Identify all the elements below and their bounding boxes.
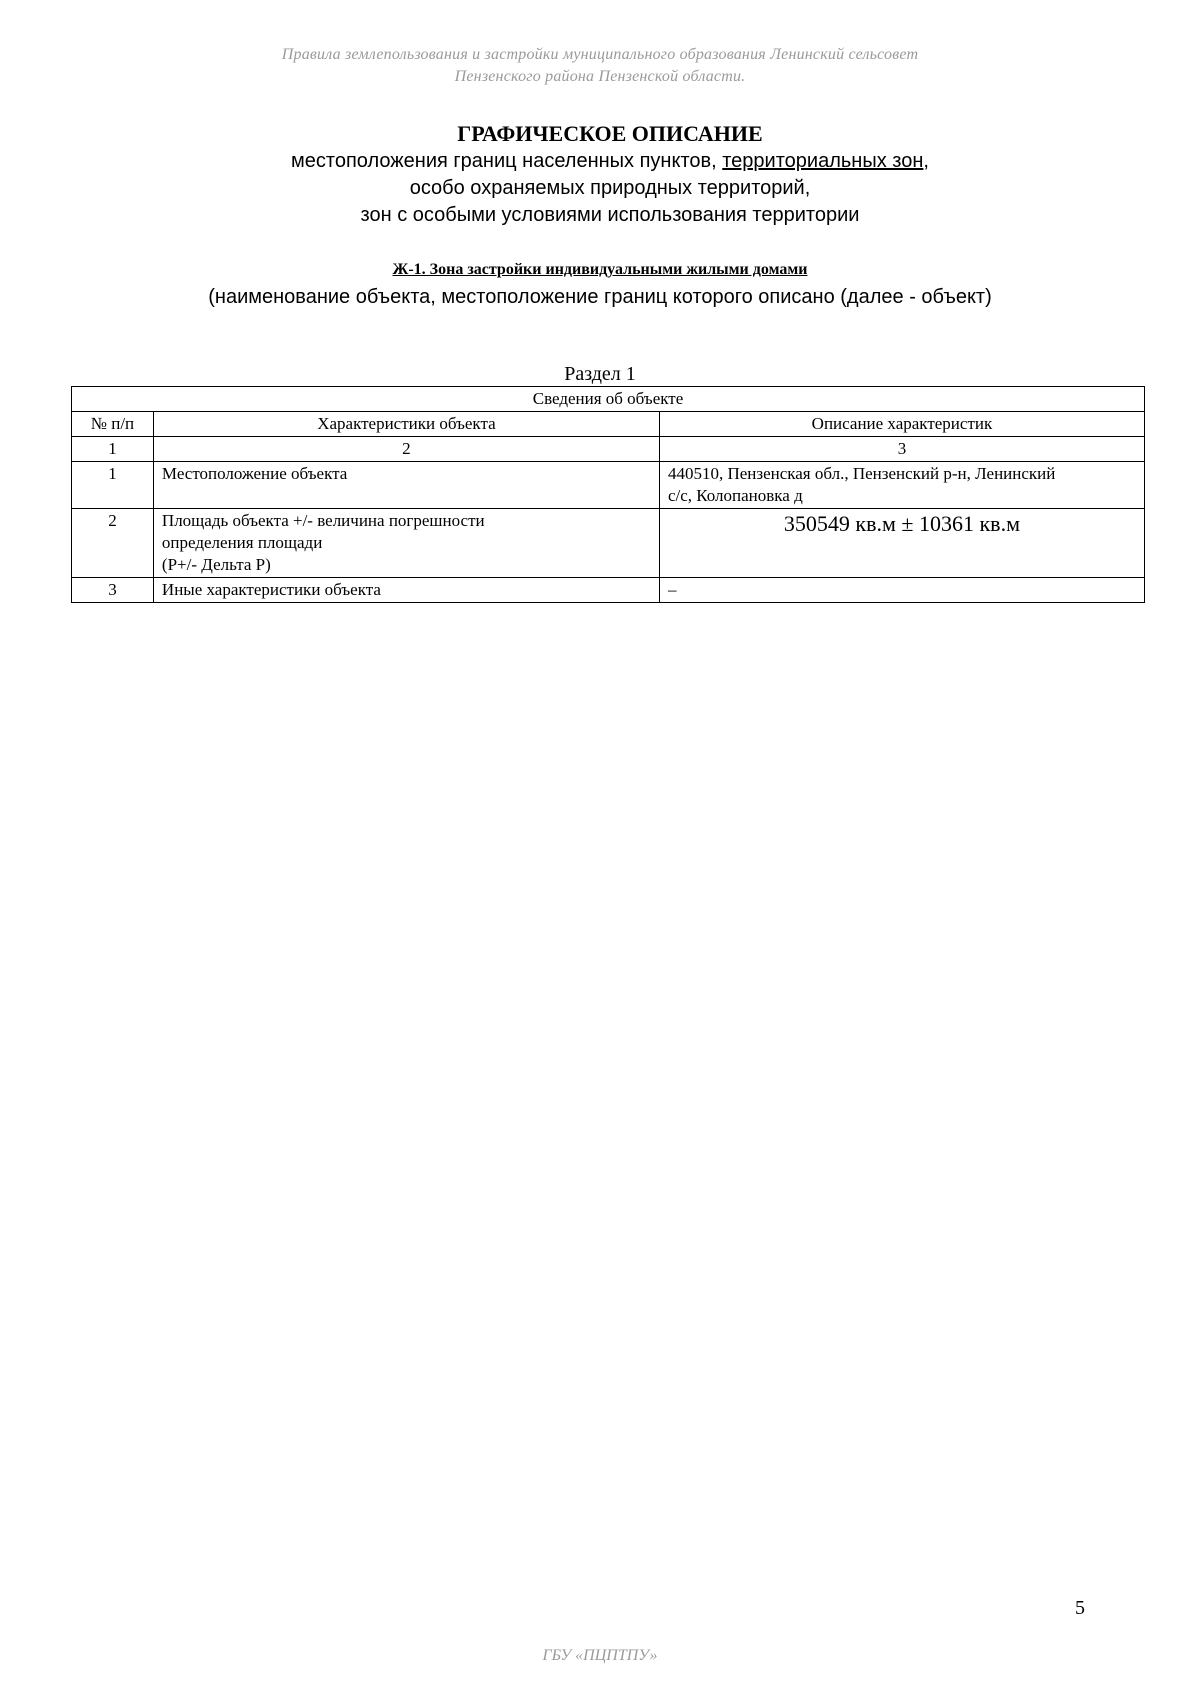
row-number: 3 <box>72 578 154 603</box>
column-number-2: 2 <box>153 437 659 462</box>
row-characteristic-line-3: (P+/- Дельта P) <box>161 555 271 574</box>
subtitle-line-1-start: местоположения границ населенных пунктов, <box>291 150 723 172</box>
row-description-line-2: с/с, Колопановка д <box>667 486 803 505</box>
row-characteristic-line-2: определения площади <box>161 533 323 552</box>
running-header-line-1: Правила землепользования и застройки муниципального образования Ленинский сельсовет <box>281 46 919 63</box>
table-row <box>72 462 1145 509</box>
row-description <box>659 509 1144 578</box>
document-title-block <box>140 120 1080 229</box>
section-label: Раздел 1 <box>564 363 636 385</box>
running-header <box>0 44 1200 88</box>
header-description: Описание характеристик <box>659 412 1144 437</box>
column-number-3: 3 <box>659 437 1144 462</box>
row-characteristic <box>153 509 659 578</box>
table-caption: Сведения об объекте <box>72 387 1145 412</box>
table-column-numbers-row <box>72 437 1145 462</box>
subtitle-line-1-end: , <box>923 150 929 172</box>
object-caption: (наименование объекта, местоположение границ которого описано (далее - объект) <box>208 286 992 308</box>
table-caption-row <box>72 387 1145 412</box>
row-number: 1 <box>72 462 154 509</box>
table-header-row <box>72 412 1145 437</box>
running-footer: ГБУ «ПЦПТПУ» <box>542 1647 658 1664</box>
object-name: Ж-1. Зона застройки индивидуальными жилыми домами <box>392 261 808 278</box>
row-number: 2 <box>72 509 154 578</box>
document-title: ГРАФИЧЕСКОЕ ОПИСАНИЕ <box>457 121 763 146</box>
row-characteristic: Местоположение объекта <box>153 462 659 509</box>
row-characteristic: Иные характеристики объекта <box>153 578 659 603</box>
column-number-1: 1 <box>72 437 154 462</box>
row-description: – <box>659 578 1144 603</box>
document-subtitle-line-1 <box>140 148 1080 175</box>
running-header-line-2: Пензенского района Пензенской области. <box>454 68 746 85</box>
subtitle-underlined-term: территориальных зон <box>722 150 924 172</box>
area-value: 350549 кв.м ± 10361 кв.м <box>783 511 1020 536</box>
row-description-line-1: 440510, Пензенская обл., Пензенский р-н, Ленинский <box>667 464 1056 483</box>
row-characteristic-line-1: Площадь объекта +/- величина погрешности <box>161 511 485 530</box>
table-row <box>72 509 1145 578</box>
header-characteristics: Характеристики объекта <box>153 412 659 437</box>
object-info-table <box>71 386 1145 603</box>
table-row <box>72 578 1145 603</box>
row-description <box>659 462 1144 509</box>
document-subtitle-line-2: особо охраняемых природных территорий, <box>409 177 811 199</box>
header-number: № п/п <box>72 412 154 437</box>
page-number: 5 <box>1075 1597 1085 1619</box>
document-subtitle-line-3: зон с особыми условиями использования территории <box>360 204 860 226</box>
